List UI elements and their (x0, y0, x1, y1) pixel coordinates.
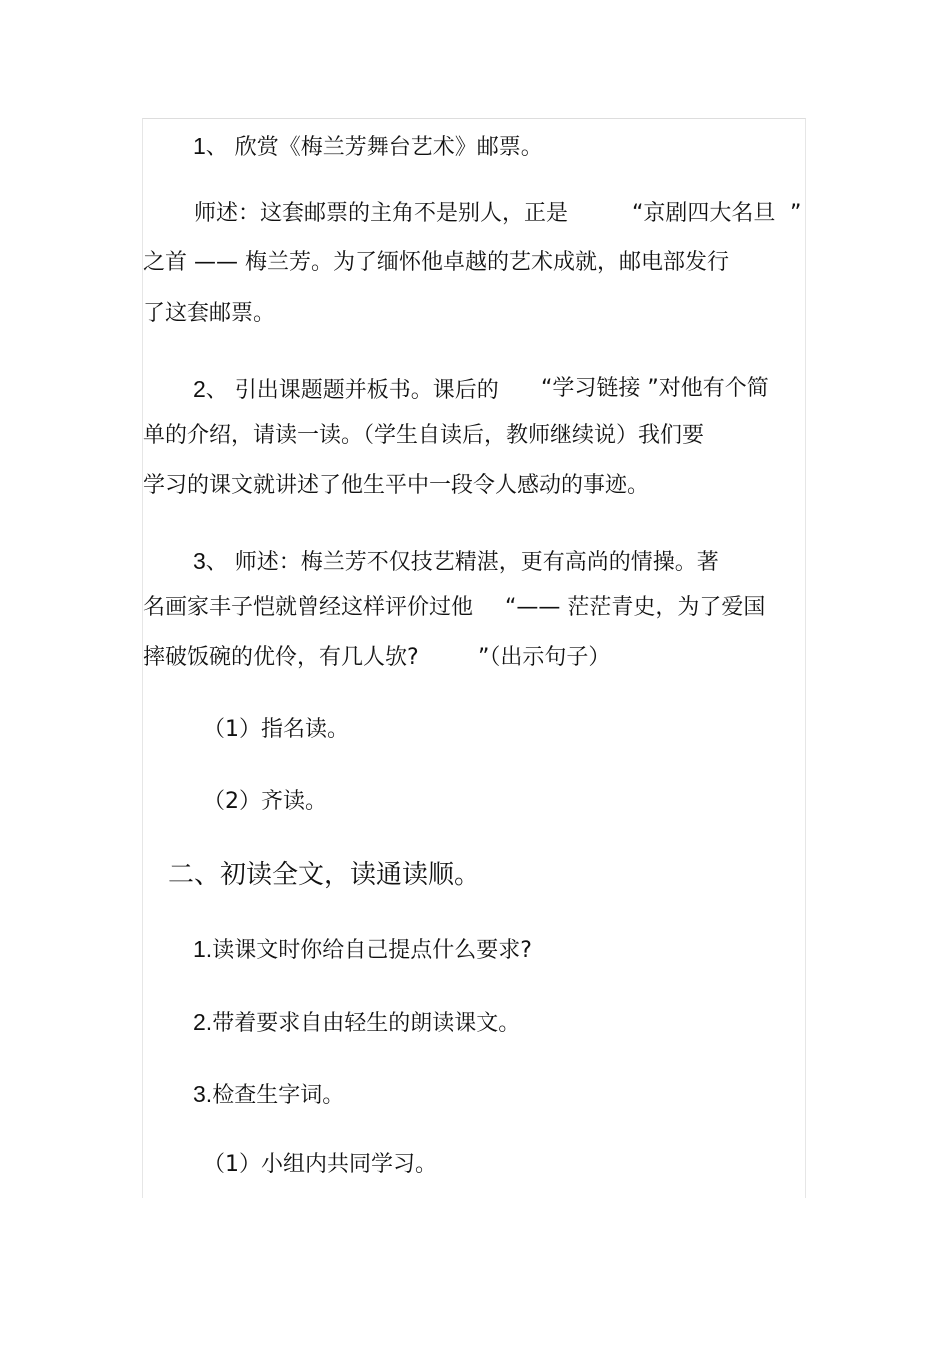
step-1-text: 读课文时你给自己提点什么要求? (212, 938, 532, 963)
paragraph-4-line-3b: ”（出示句子） (478, 645, 611, 670)
list-item-group-study: （1）小组内共同学习。 (203, 1152, 437, 1177)
step-1 (193, 934, 532, 966)
list-item-qidu: （2）齐读。 (203, 789, 327, 814)
paragraph-2-line-1c: ” (790, 201, 802, 226)
step-2 (193, 1007, 520, 1039)
paragraph-1 (193, 131, 543, 163)
paragraph-3-number: 2 (193, 376, 206, 402)
paragraph-3-line-2: 单的介绍，请读一读。（学生自读后，教师继续说）我们要 (143, 423, 705, 448)
step-3 (193, 1079, 344, 1111)
paragraph-3-line-1a: 、 引出课题题并板书。课后的 (205, 378, 499, 403)
paragraph-1-number: 1 (193, 133, 206, 159)
paragraph-3-line-1 (193, 374, 499, 406)
paragraph-4-line-1-text: 、 师述：梅兰芳不仅技艺精湛，更有高尚的情操。著 (205, 550, 719, 575)
paragraph-4-line-2a: 名画家丰子恺就曾经这样评价过他 (143, 595, 474, 620)
step-2-number: 2. (193, 1009, 213, 1035)
step-3-text: 检查生字词。 (212, 1083, 345, 1108)
paragraph-4-line-2b: “—— 茫茫青史，为了爱国 (505, 595, 766, 620)
paragraph-1-text: 、 欣赏《梅兰芳舞台艺术》邮票。 (205, 135, 543, 160)
paragraph-2-line-1b: “京剧四大名旦 (632, 201, 776, 226)
paragraph-2-line-2: 之首 —— 梅兰芳。为了缅怀他卓越的艺术成就，邮电部发行 (143, 250, 729, 275)
section-heading-2: 二、初读全文，读通读顺。 (168, 860, 481, 890)
paragraph-2-line-3: 了这套邮票。 (143, 301, 276, 326)
paragraph-4-line-1 (193, 546, 719, 578)
step-1-number: 1. (193, 936, 213, 962)
paragraph-4-number: 3 (193, 548, 206, 574)
paragraph-4-line-3a: 摔破饭碗的优伶，有几人欤? (143, 645, 419, 670)
paragraph-3-line-3: 学习的课文就讲述了他生平中一段令人感动的事迹。 (143, 473, 650, 498)
list-item-zhiming: （1）指名读。 (203, 717, 349, 742)
step-2-text: 带着要求自由轻生的朗读课文。 (212, 1011, 521, 1036)
paragraph-3-line-1b: “学习链接 ”对他有个简 (541, 376, 769, 401)
paragraph-2-line-1a: 师述：这套邮票的主角不是别人，正是 (194, 201, 569, 226)
step-3-number: 3. (193, 1081, 213, 1107)
